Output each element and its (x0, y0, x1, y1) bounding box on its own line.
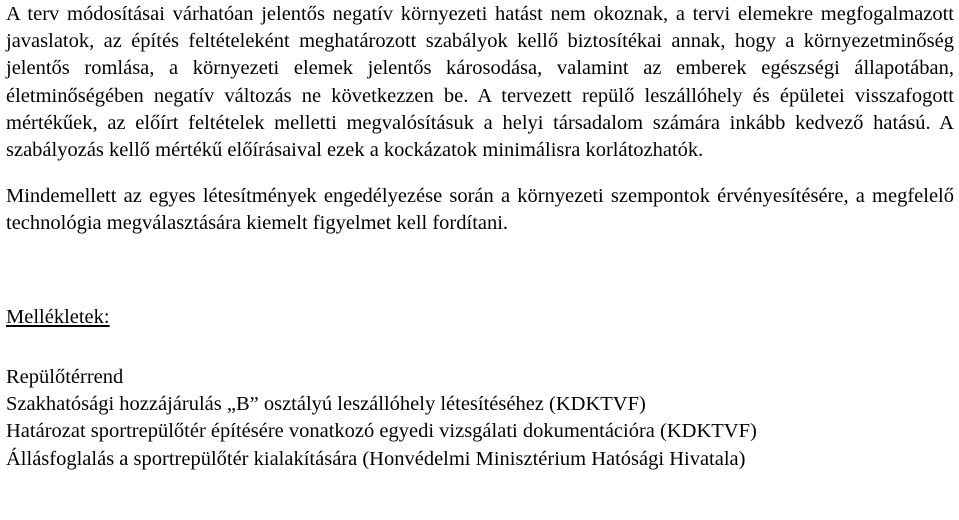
attachment-item-ministry-statement: Állásfoglalás a sportrepülőtér kialakítására (Honvédelmi Minisztérium Hatósági Hivatala) (6, 447, 746, 470)
attachment-item-airfield-rules: Repülőtérrend (6, 365, 124, 388)
body-paragraph-environmental-impact: A terv módosításai várhatóan jelentős negatív környezeti hatást nem okoznak, a tervi elemekre megfogalmazott javaslatok, az építés feltételeként meghatározott szabályok kellő biztosítékai annak, hogy a környezetminőség jelentős romlása, a környezeti elemek jelentős károsodása, valamint az emberek egészségi állapotában, életminőségében negatív változás ne következzen be. A tervezett repülő leszállóhely és épületei visszafogott mértékűek, az előírt feltételek melletti megvalósításuk a helyi társadalom számára inkább kedvező hatású. A szabályozás kellő mértékű előírásaival ezek a kockázatok minimálisra korlátozhatók. (6, 3, 954, 162)
attachments-heading: Mellékletek: (6, 305, 110, 328)
document-page (6, 0, 954, 473)
attachment-list (6, 364, 954, 473)
attachment-item-authority-consent: Szakhatósági hozzájárulás „B” osztályú leszállóhely létesítéséhez (KDKTVF) (6, 392, 646, 415)
attachment-item-resolution: Határozat sportrepülőtér építésére vonatkozó egyedi vizsgálati dokumentációra (KDKTVF) (6, 420, 757, 443)
body-paragraph-permitting: Mindemellett az egyes létesítmények engedélyezése során a környezeti szempontok érvényesítésére, a megfelelő technológia megválasztására kiemelt figyelmet kell fordítani. (6, 185, 954, 235)
